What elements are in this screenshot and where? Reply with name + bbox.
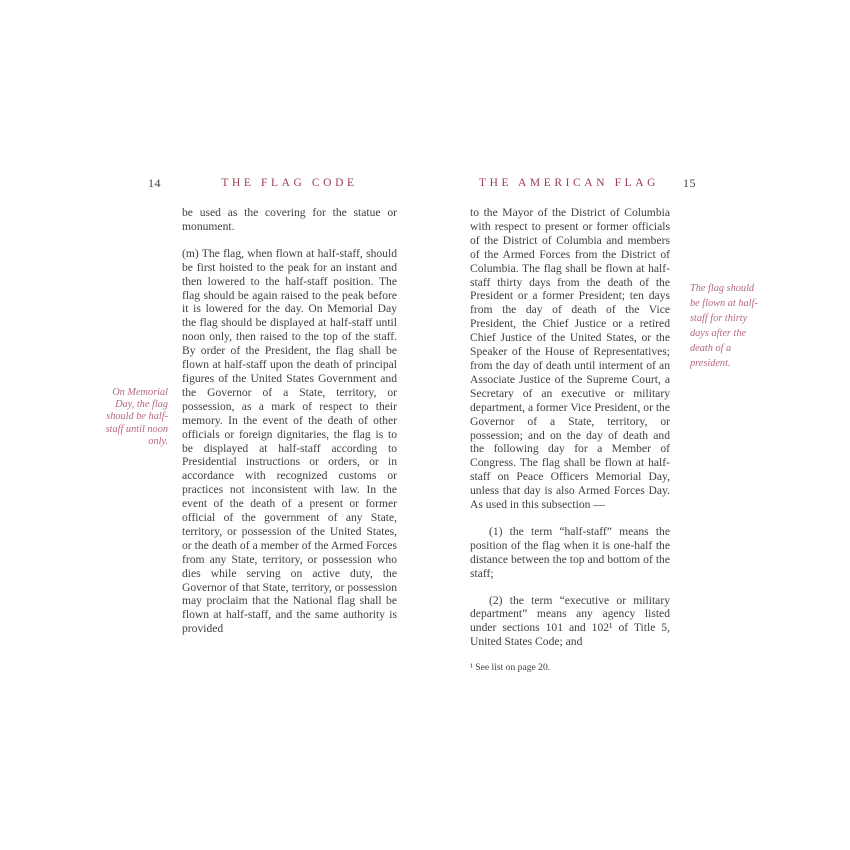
paragraph: (2) the term “executive or military department” means any agency listed under sections 101 and 102¹ of Title 5, United States Code; and (470, 593, 670, 649)
right-page-number: 15 (683, 176, 696, 190)
paragraph: to the Mayor of the District of Columbia with respect to present or former officials of the District of Columbia and members of the Armed Forces from the District of Columbia. The flag shall be flown at half-staff thirty days from the death of the President or a former President; ten days from the day of death of the Vice President, the Chief Justice or a retired Chief Justice of the United States, or the Speaker of the House of Representatives; from the day of death until interment of an Associate Justice of the Supreme Court, a Secretary of an executive or military department, a former Vice President, or the Governor of a State, territory, or possession; and on the day of death and the following day for a Member of Congress. The flag shall be flown at half-staff on Peace Officers Memorial Day, unless that day is also Armed Forces Day. As used in this subsection — (470, 206, 670, 512)
left-margin-note: On Memorial Day, the flag should be half-staff until noon only. (105, 387, 168, 447)
right-running-head: THE AMERICAN FLAG (478, 177, 660, 189)
left-running-head: THE FLAG CODE (221, 177, 358, 189)
right-text-column (470, 206, 670, 674)
footnote: ¹ See list on page 20. (470, 662, 551, 674)
left-page-number: 14 (148, 176, 161, 190)
paragraph: (1) the term “half-staff” means the position of the flag when it is one-half the distance between the top and bottom of the staff; (470, 524, 670, 580)
left-text-column (182, 206, 397, 649)
paragraph: (m) The flag, when flown at half-staff, should be first hoisted to the peak for an instant and then lowered to the half-staff position. The flag should be again raised to the peak before it is lowered for the day. On Memorial Day the flag should be displayed at half-staff until noon only, then raised to the top of the staff. By order of the President, the flag shall be flown at half-staff upon the death of principal figures of the United States Government and the Governor of a State, territory, or possession, as a mark of respect to their memory. In the event of the death of other officials or foreign dignitaries, the flag is to be displayed at half-staff according to Presidential instructions or orders, or in accordance with recognized customs or practices not inconsistent with law. In the event of the death of a present or former official of the government of any State, territory, or possession of the United States, or the death of a member of the Armed Forces from any State, territory, or possession who dies while serving on active duty, the Governor of that State, territory, or possession may proclaim that the National flag shall be flown at half-staff, and the same authority is provided (182, 246, 397, 636)
right-margin-note: The flag should be flown at half-staff for thirty days after the death of a president. (690, 283, 758, 370)
paragraph: be used as the covering for the statue or monument. (182, 206, 397, 233)
